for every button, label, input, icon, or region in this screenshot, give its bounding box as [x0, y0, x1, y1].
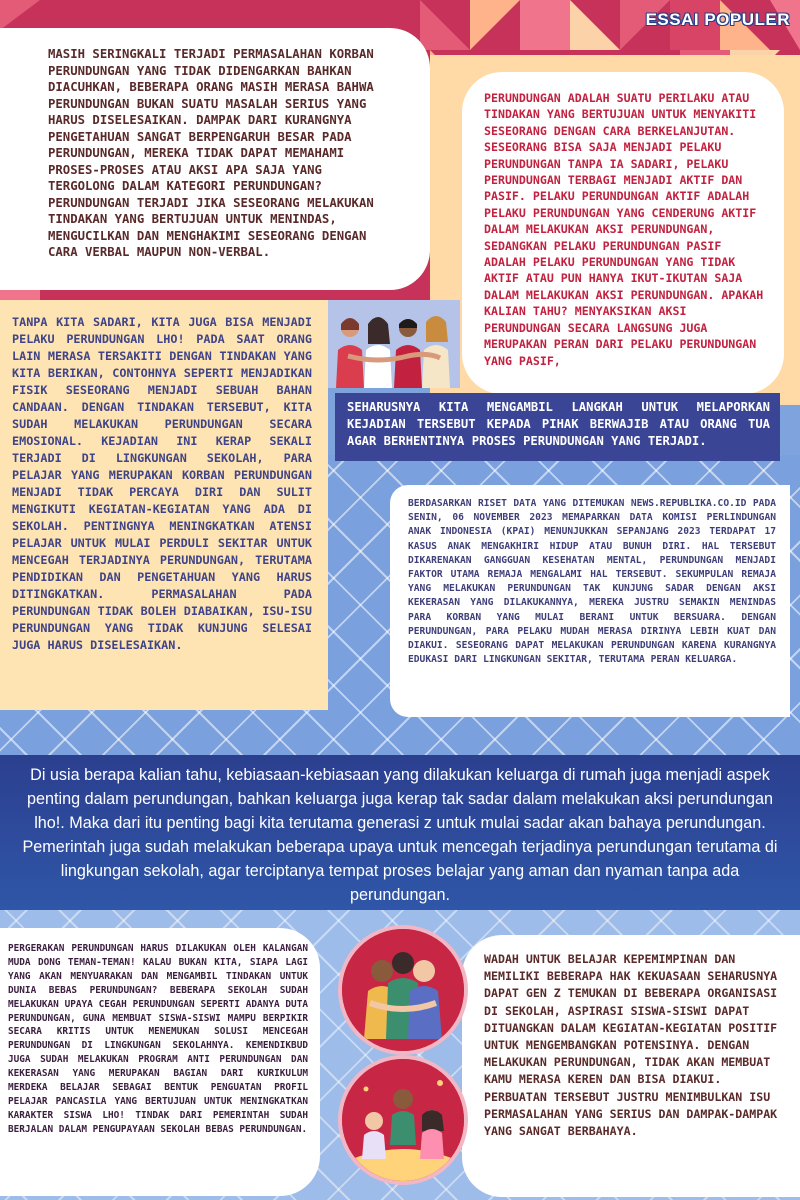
leadership-paragraph: WADAH UNTUK BELAJAR KEPEMIMPINAN DAN MEMILIKI BEBERAPA HAK KEKUASAAN SEHARUSNYA DAPAT GEN Z TEMUKAN DI BEBERAPA ORGANISASI DI SEKOLAH, ASPIRASI SISWA-SISWI DAPAT DITUANGKAN DALAM KEGIATAN-KEGIATAN POSITIF UNTUK MENGEMBANGKAN POTENSINYA. DENGAN MELAKUKAN PERUNDUNGAN, TIDAK AKAN MEMBUAT KAMU MERASA KEREN DAN BISA DIAKUI. PERBUATAN TERSEBUT JUSTRU MENIMBULKAN ISU PERMASALAHAN YANG SERIUS DAN DAMPAK-DAMPAK YANG SANGAT BERBAHAYA. [462, 935, 800, 1197]
awareness-paragraph: TANPA KITA SADARI, KITA JUGA BISA MENJADI PELAKU PERUNDUNGAN LHO! PADA SAAT ORANG LAIN MERASA TERSAKITI DENGAN TINDAKAN YANG KITA BERIKAN, CONTOHNYA SEPERTI MENJADIKAN FISIK SESEORANG MENJADI SEBUAH BAHAN CANDAAN. DENGAN TINDAKAN TERSEBUT, KITA SUDAH MELAKUKAN PERUNDUNGAN SECARA EMOSIONAL. KEJADIAN INI KERAP SEKALI TERJADI DI LINGKUNGAN SEKOLAH, PARA PELAJAR YANG MERUPAKAN KORBAN PERUNDUNGAN MENJADI TIDAK PERCAYA DIRI DAN SULIT MENGIKUTI KEGIATAN-KEGIATAN YANG ADA DI SEKOLAH. PENTINGNYA MENINGKATKAN ATENSI PELAJAR UNTUK MULAI PERDULI SEKITAR UNTUK MENCEGAH TERJADINYA PERUNDUNGAN, TERUTAMA PENDIDIKAN DAN PENGETAHUAN YANG HARUS DITINGKATKAN. PERMASALAHAN PADA PERUNDUNGAN TIDAK BOLEH DIABAIKAN, ISU-ISU PERUNDUNGAN YANG TIDAK KUNJUNG SELESAI JUGA HARUS DISELESAIKAN. [0, 300, 328, 710]
top-left-paragraph: MASIH SERINGKALI TERJADI PERMASALAHAN KORBAN PERUNDUNGAN YANG TIDAK DIDENGARKAN BAHKAN DIACUHKAN, BEBERAPA ORANG MASIH MERASA BAHWA PERUNDUNGAN BUKAN SUATU MASALAH SERIUS YANG HARUS DISELESAIKAN. DAMPAK DARI KURANGNYA PENGETAHUAN SANGAT BERPENGARUH BESAR PADA PERUNDUNGAN, MEREKA TIDAK DAPAT MEMAHAMI PROSES-PROSES ATAU AKSI APA SAJA YANG TERGOLONG DALAM KATEGORI PERUNDUNGAN? PERUNDUNGAN TERJADI JIKA SESEORANG MELAKUKAN TINDAKAN YANG BERTUJUAN UNTUK MENINDAS, MENGUCILKAN DAN MENGHAKIMI SESEORANG DENGAN CARA VERBAL MAUPUN NON-VERBAL. [0, 28, 430, 290]
essay-category-label: ESSAI POPULER [645, 10, 790, 29]
hug-circle-illustration [338, 925, 468, 1055]
friends-illustration [328, 300, 460, 388]
research-paragraph: BERDASARKAN RISET DATA YANG DITEMUKAN NEWS.REPUBLIKA.CO.ID PADA SENIN, 06 NOVEMBER 2023 MEMAPARKAN DATA KOMISI PERLINDUNGAN ANAK INDONESIA (KPAI) MENUNJUKKAN SEPANJANG 2023 TERDAPAT 17 KASUS ANAK MENGAKHIRI HIDUP ATAU BUNUH DIRI. HAL TERSEBUT DIKARENAKAN GANGGUAN KESEHATAN MENTAL, PERUNDUNGAN MENJADI FAKTOR UTAMA REMAJA MENGALAMI HAL TERSEBUT. SEKUMPULAN REMAJA YANG MELAKUKAN PERUNDUNGAN TAK KUNJUNG SADAR DENGAN AKSI KEKERASAN YANG DILAKUKANNYA, MEREKA JUSTRU SEMAKIN MENINDAS PARA KORBAN YANG MULAI BERANI UNTUK BERSUARA. DENGAN PERUNDUNGAN, PARA PELAKU MUDAH MERASA DIRINYA LEBIH KUAT DAN DIAKUI. SESEORANG DAPAT MELAKUKAN PERUNDUNGAN KARENA KURANGNYA EDUKASI DARI LINGKUNGAN SEKITAR, TERUTAMA PERAN KELUARGA. [390, 485, 790, 717]
family-role-paragraph: Di usia berapa kalian tahu, kebiasaan-kebiasaan yang dilakukan keluarga di rumah juga menjadi aspek penting dalam perundungan, bahkan keluarga juga kerap tak sadar dalam melakukan aksi perundungan lho!. Maka dari itu penting bagi kita terutama generasi z untuk mulai sadar akan bahaya perundungan. Pemerintah juga sudah melakukan beberapa upaya untuk mencegah terjadinya perundungan terutama di lingkungan sekolah, agar terciptanya tempat proses belajar yang aman dan nyaman tanpa ada perundungan. [22, 766, 778, 904]
group-hug-illustration [328, 300, 460, 388]
definition-paragraph: PERUNDUNGAN ADALAH SUATU PERILAKU ATAU TINDAKAN YANG BERTUJUAN UNTUK MENYAKITI SESEORANG DENGAN CARA BERKELANJUTAN. SESEORANG BISA SAJA MENJADI PELAKU PERUNDUNGAN TANPA IA SADARI, PELAKU PERUNDUNGAN TERBAGI MENJADI AKTIF DAN PASIF. PELAKU PERUNDUNGAN AKTIF ADALAH PELAKU PERUNDUNGAN YANG CENDERUNG AKTIF DALAM MELAKUKAN AKSI PERUNDUNGAN, SEDANGKAN PELAKU PERUNDUNGAN PASIF ADALAH PELAKU PERUNDUNGAN YANG TIDAK AKTIF ATAU PUN HANYA IKUT-IKUTAN SAJA DALAM MELAKUKAN AKSI PERUNDUNGAN. APAKAH KALIAN TAHU? MENYAKSIKAN AKSI PERUNDUNGAN SECARA LANGSUNG JUGA MERUPAKAN PERAN DARI PELAKU PERUNDUNGAN YANG PASIF, [462, 72, 784, 394]
group-embrace-image [342, 929, 464, 1051]
youth-movement-paragraph: PERGERAKAN PERUNDUNGAN HARUS DILAKUKAN OLEH KALANGAN MUDA DONG TEMAN-TEMAN! KALAU BUKAN KITA, SIAPA LAGI YANG AKAN MENYUARAKAN DAN MENGAMBIL TINDAKAN UNTUK DUNIA BEBAS PERUNDUNGAN? BEBERAPA SEKOLAH SUDAH MELAKUKAN UPAYA CEGAH PERUNDUNGAN SEPERTI ADANYA DUTA PERUNDUNGAN, GUNA MEMBUAT SISWA-SISWI MAMPU BERPIKIR SECARA KRITIS UNTUK MENEMUKAN SOLUSI MENCEGAH PERUNDUNGAN DI LINGKUNGAN SEKOLAHNYA. KEMENDIKBUD JUGA SUDAH MELAKUKAN PROGRAM ANTI PERUNDUNGAN DAN KEKERASAN YANG MERUPAKAN BAGIAN DARI KURIKULUM MERDEKA BELAJAR SEBAGAI BENTUK PENGUATAN PROFIL PELAJAR PANCASILA YANG BERTUJUAN UNTUK MENINGKATKAN KARAKTER SISWA LHO! TINDAK DARI PEMERINTAH SUDAH BERJALAN DALAM PENGUPAYAAN SEKOLAH BEBAS PERUNDUNGAN. [0, 928, 320, 1196]
reporting-banner: SEHARUSNYA KITA MENGAMBIL LANGKAH UNTUK MELAPORKAN KEJADIAN TERSEBUT KEPADA PIHAK BERWAJIB ATAU ORANG TUA AGAR BERHENTINYA PROSES PERUNDUNGAN YANG TERJADI. [335, 393, 780, 461]
friends-circle-illustration [338, 1055, 468, 1185]
friends-gathering-image [342, 1059, 464, 1181]
